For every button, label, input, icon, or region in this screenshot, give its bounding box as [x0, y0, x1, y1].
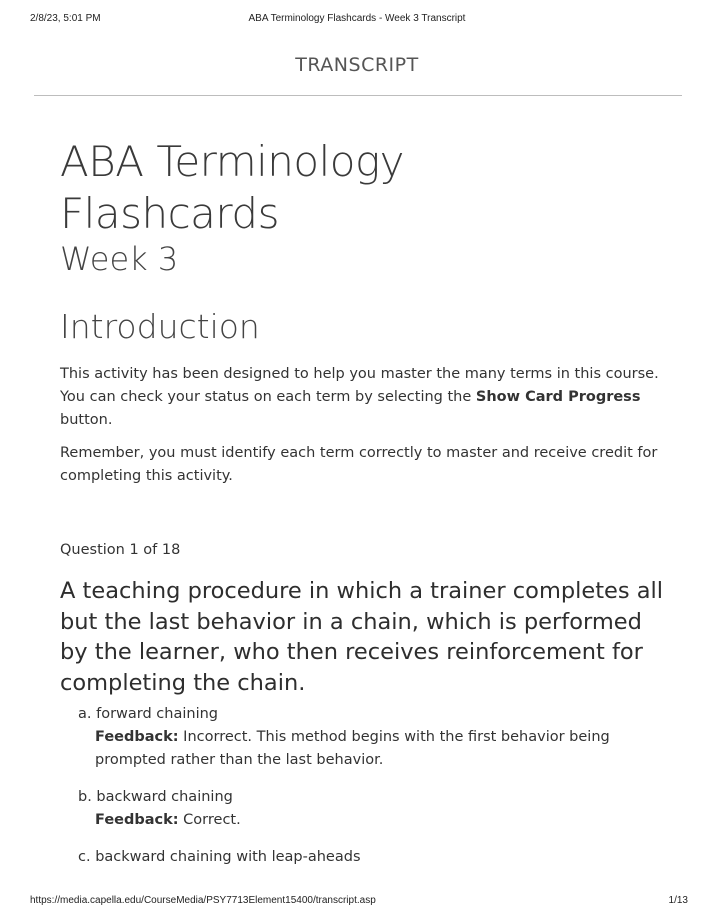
- header-divider: [34, 95, 682, 96]
- answer-option-a: [78, 703, 658, 772]
- answer-option-c: [78, 846, 658, 869]
- question-counter: Question 1 of 18: [60, 542, 181, 558]
- print-page-number: 1/13: [668, 895, 688, 906]
- show-card-progress-mention: Show Card Progress: [475, 389, 641, 405]
- feedback-text: Incorrect. This method begins with the first behavior being prompted rather than the last behavior.: [95, 729, 610, 768]
- print-footer: [0, 895, 714, 906]
- answer-option-label: b. backward chaining: [78, 789, 233, 805]
- answer-feedback: [95, 726, 658, 772]
- intro-paragraph-2: Remember, you must identify each term correctly to master and receive credit for completing this activity.: [60, 445, 658, 484]
- feedback-text: Correct.: [178, 812, 241, 828]
- intro-paragraph-1-text-a: This activity has been designed to help you master the many terms in this course. You can check your status on each term by selecting the: [60, 366, 659, 405]
- print-datetime: 2/8/23, 5:01 PM: [30, 13, 101, 24]
- print-page-title: ABA Terminology Flashcards - Week 3 Transcript: [248, 13, 466, 24]
- document-subtitle: Week 3: [60, 240, 179, 278]
- transcript-label: TRANSCRIPT: [295, 54, 419, 76]
- document-title: [60, 136, 680, 240]
- answer-feedback: [95, 809, 658, 832]
- feedback-label: Feedback:: [95, 729, 179, 745]
- feedback-label: Feedback:: [95, 812, 179, 828]
- print-url: https://media.capella.edu/CourseMedia/PSY7713Element15400/transcript.asp: [30, 895, 376, 906]
- document-title-line-2: Flashcards: [60, 189, 279, 238]
- answer-option-b: [78, 786, 658, 832]
- print-header: [0, 13, 714, 24]
- question-text: A teaching procedure in which a trainer completes all but the last behavior in a chain, which is performed by the learner, who then receives reinforcement for completing the chain.: [60, 578, 664, 696]
- answer-option-label: a. forward chaining: [78, 706, 218, 722]
- answer-option-label: c. backward chaining with leap-aheads: [78, 849, 361, 865]
- intro-paragraph-1-text-b: button.: [60, 412, 113, 428]
- intro-paragraph-1: [60, 363, 660, 432]
- document-title-line-1: ABA Terminology: [60, 137, 405, 186]
- introduction-heading: Introduction: [60, 307, 260, 346]
